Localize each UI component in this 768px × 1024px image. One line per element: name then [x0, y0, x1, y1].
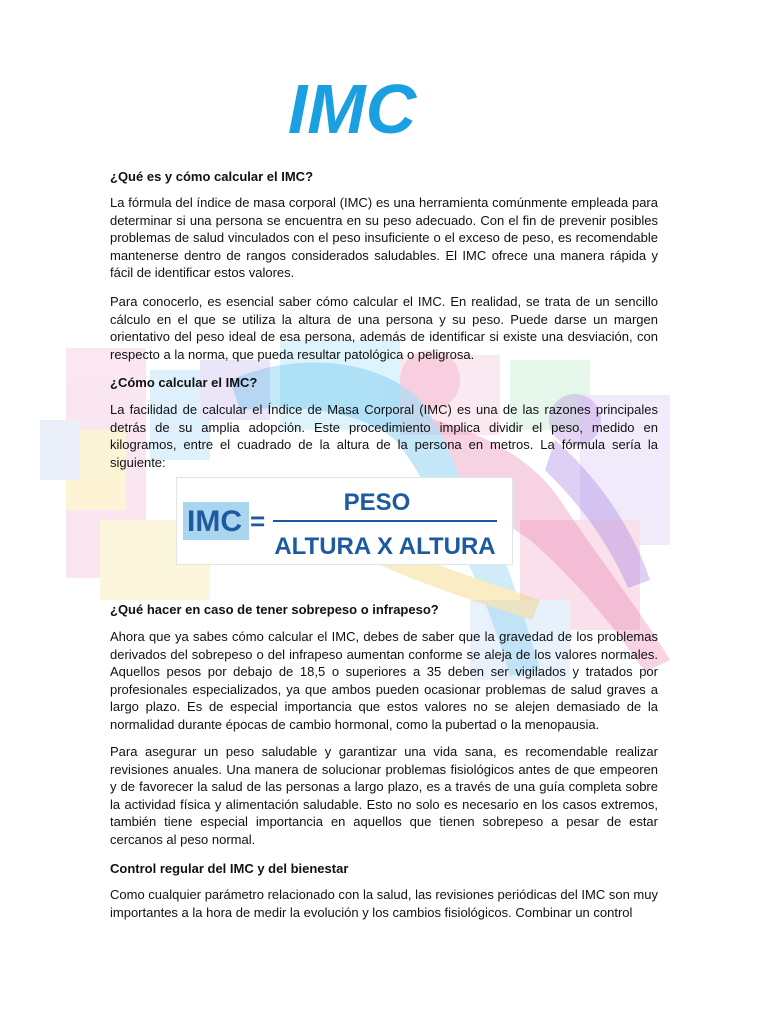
section-heading: Control regular del IMC y del bienestar: [110, 861, 349, 876]
formula-graphic: [177, 478, 514, 566]
imc-formula-image: [176, 477, 513, 565]
paragraph: Para asegurar un peso saludable y garantizar una vida sana, es recomendable realizar revisiones anuales. Una manera de solucionar problemas fisiológicos antes de que empeoren y de favorecer la salud de las personas a largo plazo, es a través de una guía completa sobre la actividad física y alimentación saludable. Esto no solo es necesario en los casos extremos, también tiene especial importancia en aquellos que tienen sobrepeso a pesar de estar cercanos al peso normal.: [110, 744, 658, 847]
formula-imc-label: IMC: [187, 505, 242, 538]
logo-text: IMC: [287, 78, 417, 148]
imc-logo: [260, 78, 444, 148]
formula-numerator: PESO: [343, 489, 411, 516]
section-heading: ¿Qué es y cómo calcular el IMC?: [110, 169, 314, 184]
paragraph: La facilidad de calcular el Índice de Masa Corporal (IMC) es una de las razones principales detrás de su amplia adopción. Este procedimiento implica dividir el peso, medido en kilogramos, entre el cuadrado de la altura de la persona en metros. La fórmula sería la siguiente:: [110, 402, 658, 470]
paragraph: La fórmula del índice de masa corporal (IMC) es una herramienta comúnmente empleada para determinar si una persona se encuentra en su peso adecuado. Con el fin de prevenir posibles problemas de salud vinculados con el peso insuficiente o el exceso de peso, es recomendable mantenerse dentro de rangos considerados saludables. El IMC ofrece una manera rápida y fácil de identificar estos valores.: [110, 195, 658, 280]
section-heading: ¿Qué hacer en caso de tener sobrepeso o infrapeso?: [110, 602, 439, 617]
formula-equals-sign: =: [250, 506, 266, 536]
section-heading: ¿Cómo calcular el IMC?: [110, 375, 258, 390]
paragraph: Ahora que ya sabes cómo calcular el IMC, debes de saber que la gravedad de los problemas derivados del sobrepeso o del infrapeso aumentan conforme se aleja de los valores normales. Aquellos pesos por debajo de 18,5 o superiores a 35 deben ser vigilados y tratados por profesionales especializados, ya que ambos pueden ocasionar problemas de salud graves a largo plazo. Es de especial importancia que estos valores no se alejen demasiado de la normalidad durante épocas de cambio hormonal, como la pubertad o la menopausia.: [110, 629, 658, 732]
paragraph: Para conocerlo, es esencial saber cómo calcular el IMC. En realidad, se trata de un sencillo cálculo en el que se utiliza la altura de una persona y su peso. Puede darse un margen orientativo del peso ideal de esa persona, además de identificar si existe una desviación, con respecto a la norma, que pueda resultar patológica o peligrosa.: [110, 294, 658, 362]
paragraph: Como cualquier parámetro relacionado con la salud, las revisiones periódicas del IMC son muy importantes a la hora de medir la evolución y los cambios fisiológicos. Combinar un control: [110, 887, 658, 920]
formula-denominator: ALTURA X ALTURA: [274, 533, 496, 560]
